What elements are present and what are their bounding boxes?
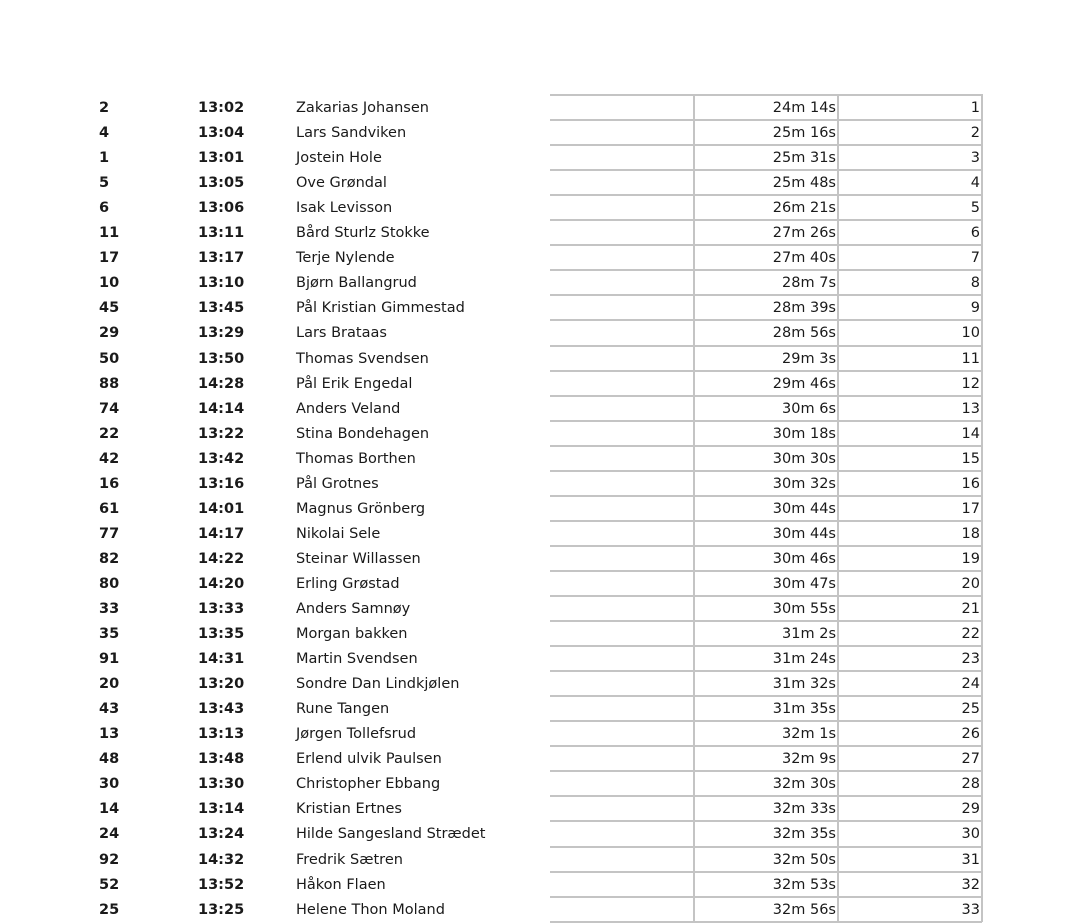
finish-time-cell: 31m 35s — [772, 701, 836, 717]
placement-cell: 8 — [970, 275, 980, 291]
bib-cell: 20 — [99, 676, 120, 692]
blank-cell — [550, 721, 694, 746]
start-time-cell: 13:16 — [198, 476, 245, 492]
table-row — [0, 471, 1080, 496]
placement-cell: 27 — [961, 751, 980, 767]
finish-time-cell: 32m 56s — [772, 902, 836, 918]
start-time-cell: 13:45 — [198, 300, 245, 316]
name-cell: Rune Tangen — [296, 701, 390, 717]
start-time-cell: 13:06 — [198, 200, 245, 216]
blank-cell — [550, 546, 694, 571]
table-row — [0, 521, 1080, 546]
table-row — [0, 897, 1080, 922]
start-time-cell: 13:05 — [198, 175, 245, 191]
placement-cell: 10 — [961, 325, 980, 341]
finish-time-cell: 32m 53s — [772, 877, 836, 893]
table-row — [0, 546, 1080, 571]
start-time-cell: 13:42 — [198, 451, 245, 467]
bib-cell: 35 — [99, 626, 120, 642]
finish-time-cell: 28m 39s — [772, 300, 836, 316]
blank-cell — [550, 195, 694, 220]
name-cell: Hilde Sangesland Strædet — [296, 826, 486, 842]
table-row — [0, 821, 1080, 846]
name-cell: Pål Erik Engedal — [296, 376, 413, 392]
name-cell: Anders Veland — [296, 401, 401, 417]
start-time-cell: 13:04 — [198, 125, 245, 141]
finish-time-cell: 30m 6s — [782, 401, 836, 417]
finish-time-cell: 32m 1s — [782, 726, 836, 742]
table-row — [0, 621, 1080, 646]
bib-cell: 91 — [99, 651, 120, 667]
bib-cell: 77 — [99, 526, 120, 542]
placement-cell: 22 — [961, 626, 980, 642]
name-cell: Thomas Svendsen — [296, 351, 429, 367]
finish-time-cell: 32m 33s — [772, 801, 836, 817]
placement-cell: 33 — [961, 902, 980, 918]
start-time-cell: 14:31 — [198, 651, 245, 667]
table-row — [0, 746, 1080, 771]
placement-cell: 29 — [961, 801, 980, 817]
start-time-cell: 14:32 — [198, 852, 245, 868]
name-cell: Bjørn Ballangrud — [296, 275, 417, 291]
blank-cell — [550, 320, 694, 345]
bib-cell: 33 — [99, 601, 120, 617]
name-cell: Erling Grøstad — [296, 576, 400, 592]
table-row — [0, 421, 1080, 446]
table-row — [0, 721, 1080, 746]
table-row — [0, 872, 1080, 897]
table-row — [0, 496, 1080, 521]
start-time-cell: 13:43 — [198, 701, 245, 717]
placement-cell: 7 — [970, 250, 980, 266]
bib-cell: 61 — [99, 501, 120, 517]
finish-time-cell: 29m 46s — [772, 376, 836, 392]
blank-cell — [550, 446, 694, 471]
bib-cell: 11 — [99, 225, 120, 241]
placement-cell: 28 — [961, 776, 980, 792]
bib-cell: 45 — [99, 300, 120, 316]
placement-cell: 25 — [961, 701, 980, 717]
start-time-cell: 14:17 — [198, 526, 245, 542]
placement-cell: 18 — [961, 526, 980, 542]
table-row — [0, 270, 1080, 295]
start-time-cell: 14:14 — [198, 401, 245, 417]
finish-time-cell: 32m 9s — [782, 751, 836, 767]
placement-cell: 1 — [970, 100, 980, 116]
bib-cell: 13 — [99, 726, 120, 742]
finish-time-cell: 28m 56s — [772, 325, 836, 341]
blank-cell — [550, 771, 694, 796]
blank-cell — [550, 696, 694, 721]
bib-cell: 43 — [99, 701, 120, 717]
start-time-cell: 13:17 — [198, 250, 245, 266]
start-time-cell: 13:14 — [198, 801, 245, 817]
table-row — [0, 320, 1080, 345]
placement-cell: 12 — [961, 376, 980, 392]
placement-cell: 20 — [961, 576, 980, 592]
bib-cell: 16 — [99, 476, 120, 492]
finish-time-cell: 30m 55s — [772, 601, 836, 617]
name-cell: Bård Sturlz Stokke — [296, 225, 430, 241]
name-cell: Nikolai Sele — [296, 526, 381, 542]
placement-cell: 21 — [961, 601, 980, 617]
placement-cell: 11 — [961, 351, 980, 367]
blank-cell — [550, 897, 694, 922]
finish-time-cell: 25m 16s — [772, 125, 836, 141]
bib-cell: 29 — [99, 325, 120, 341]
start-time-cell: 14:01 — [198, 501, 245, 517]
start-time-cell: 13:25 — [198, 902, 245, 918]
bib-cell: 80 — [99, 576, 120, 592]
table-row — [0, 120, 1080, 145]
finish-time-cell: 30m 46s — [772, 551, 836, 567]
bib-cell: 48 — [99, 751, 120, 767]
placement-cell: 14 — [961, 426, 980, 442]
blank-cell — [550, 471, 694, 496]
bib-cell: 2 — [99, 100, 110, 116]
placement-cell: 23 — [961, 651, 980, 667]
bib-cell: 6 — [99, 200, 110, 216]
blank-cell — [550, 220, 694, 245]
placement-cell: 32 — [961, 877, 980, 893]
name-cell: Christopher Ebbang — [296, 776, 441, 792]
placement-cell: 5 — [970, 200, 980, 216]
placement-cell: 16 — [961, 476, 980, 492]
table-row — [0, 596, 1080, 621]
blank-cell — [550, 796, 694, 821]
table-row — [0, 696, 1080, 721]
placement-cell: 30 — [961, 826, 980, 842]
blank-cell — [550, 646, 694, 671]
finish-time-cell: 25m 48s — [772, 175, 836, 191]
bib-cell: 50 — [99, 351, 120, 367]
bib-cell: 10 — [99, 275, 120, 291]
bib-cell: 14 — [99, 801, 120, 817]
bib-cell: 17 — [99, 250, 120, 266]
table-row — [0, 671, 1080, 696]
start-time-cell: 13:11 — [198, 225, 245, 241]
blank-cell — [550, 346, 694, 371]
blank-cell — [550, 596, 694, 621]
name-cell: Erlend ulvik Paulsen — [296, 751, 442, 767]
table-row — [0, 571, 1080, 596]
finish-time-cell: 28m 7s — [782, 275, 836, 291]
finish-time-cell: 30m 30s — [772, 451, 836, 467]
bib-cell: 82 — [99, 551, 120, 567]
table-row — [0, 170, 1080, 195]
bib-cell: 74 — [99, 401, 120, 417]
name-cell: Zakarias Johansen — [296, 100, 429, 116]
blank-cell — [550, 396, 694, 421]
bib-cell: 5 — [99, 175, 110, 191]
placement-cell: 17 — [961, 501, 980, 517]
bib-cell: 25 — [99, 902, 120, 918]
placement-cell: 9 — [970, 300, 980, 316]
name-cell: Sondre Dan Lindkjølen — [296, 676, 460, 692]
finish-time-cell: 32m 35s — [772, 826, 836, 842]
table-row — [0, 396, 1080, 421]
bib-cell: 4 — [99, 125, 110, 141]
name-cell: Lars Brataas — [296, 325, 387, 341]
placement-cell: 24 — [961, 676, 980, 692]
name-cell: Jostein Hole — [296, 150, 382, 166]
bib-cell: 22 — [99, 426, 120, 442]
start-time-cell: 13:35 — [198, 626, 245, 642]
name-cell: Kristian Ertnes — [296, 801, 402, 817]
blank-cell — [550, 496, 694, 521]
finish-time-cell: 29m 3s — [782, 351, 836, 367]
blank-cell — [550, 371, 694, 396]
name-cell: Pål Kristian Gimmestad — [296, 300, 465, 316]
finish-time-cell: 30m 18s — [772, 426, 836, 442]
placement-cell: 13 — [961, 401, 980, 417]
finish-time-cell: 24m 14s — [772, 100, 836, 116]
table-row — [0, 95, 1080, 120]
table-row — [0, 346, 1080, 371]
name-cell: Magnus Grönberg — [296, 501, 426, 517]
blank-cell — [550, 145, 694, 170]
table-row — [0, 771, 1080, 796]
name-cell: Helene Thon Moland — [296, 902, 445, 918]
start-time-cell: 14:28 — [198, 376, 245, 392]
placement-cell: 6 — [970, 225, 980, 241]
bib-cell: 24 — [99, 826, 120, 842]
blank-cell — [550, 170, 694, 195]
name-cell: Steinar Willassen — [296, 551, 421, 567]
name-cell: Stina Bondehagen — [296, 426, 430, 442]
name-cell: Thomas Borthen — [296, 451, 416, 467]
start-time-cell: 13:50 — [198, 351, 245, 367]
finish-time-cell: 30m 32s — [772, 476, 836, 492]
name-cell: Anders Samnøy — [296, 601, 411, 617]
blank-cell — [550, 245, 694, 270]
finish-time-cell: 25m 31s — [772, 150, 836, 166]
table-row — [0, 847, 1080, 872]
table-row — [0, 371, 1080, 396]
bib-cell: 92 — [99, 852, 120, 868]
start-time-cell: 13:30 — [198, 776, 245, 792]
placement-cell: 3 — [970, 150, 980, 166]
bib-cell: 1 — [99, 150, 110, 166]
start-time-cell: 13:22 — [198, 426, 245, 442]
blank-cell — [550, 821, 694, 846]
table-row — [0, 646, 1080, 671]
name-cell: Lars Sandviken — [296, 125, 407, 141]
blank-cell — [550, 295, 694, 320]
blank-cell — [550, 270, 694, 295]
start-time-cell: 13:10 — [198, 275, 245, 291]
blank-cell — [550, 621, 694, 646]
start-time-cell: 13:01 — [198, 150, 245, 166]
bib-cell: 30 — [99, 776, 120, 792]
finish-time-cell: 32m 30s — [772, 776, 836, 792]
finish-time-cell: 31m 32s — [772, 676, 836, 692]
placement-cell: 15 — [961, 451, 980, 467]
bib-cell: 52 — [99, 877, 120, 893]
blank-cell — [550, 421, 694, 446]
start-time-cell: 13:52 — [198, 877, 245, 893]
placement-cell: 31 — [961, 852, 980, 868]
bib-cell: 42 — [99, 451, 120, 467]
blank-cell — [550, 746, 694, 771]
table-row — [0, 295, 1080, 320]
finish-time-cell: 31m 2s — [782, 626, 836, 642]
name-cell: Fredrik Sætren — [296, 852, 403, 868]
start-time-cell: 13:20 — [198, 676, 245, 692]
name-cell: Pål Grotnes — [296, 476, 379, 492]
blank-cell — [550, 671, 694, 696]
bib-cell: 88 — [99, 376, 120, 392]
finish-time-cell: 30m 44s — [772, 526, 836, 542]
start-time-cell: 14:22 — [198, 551, 245, 567]
table-row — [0, 446, 1080, 471]
finish-time-cell: 30m 44s — [772, 501, 836, 517]
placement-cell: 26 — [961, 726, 980, 742]
name-cell: Morgan bakken — [296, 626, 408, 642]
start-time-cell: 14:20 — [198, 576, 245, 592]
blank-cell — [550, 571, 694, 596]
table-row — [0, 245, 1080, 270]
name-cell: Ove Grøndal — [296, 175, 387, 191]
blank-cell — [550, 872, 694, 897]
name-cell: Håkon Flaen — [296, 877, 386, 893]
table-row — [0, 145, 1080, 170]
placement-cell: 4 — [970, 175, 980, 191]
finish-time-cell: 32m 50s — [772, 852, 836, 868]
start-time-cell: 13:13 — [198, 726, 245, 742]
start-time-cell: 13:24 — [198, 826, 245, 842]
finish-time-cell: 30m 47s — [772, 576, 836, 592]
placement-cell: 19 — [961, 551, 980, 567]
name-cell: Jørgen Tollefsrud — [296, 726, 417, 742]
name-cell: Isak Levisson — [296, 200, 393, 216]
start-time-cell: 13:02 — [198, 100, 245, 116]
blank-cell — [550, 95, 694, 120]
start-time-cell: 13:33 — [198, 601, 245, 617]
name-cell: Martin Svendsen — [296, 651, 418, 667]
table-row — [0, 796, 1080, 821]
table-row — [0, 195, 1080, 220]
finish-time-cell: 26m 21s — [772, 200, 836, 216]
finish-time-cell: 31m 24s — [772, 651, 836, 667]
name-cell: Terje Nylende — [296, 250, 395, 266]
start-time-cell: 13:48 — [198, 751, 245, 767]
finish-time-cell: 27m 40s — [772, 250, 836, 266]
start-time-cell: 13:29 — [198, 325, 245, 341]
blank-cell — [550, 120, 694, 145]
blank-cell — [550, 521, 694, 546]
blank-cell — [550, 847, 694, 872]
table-row — [0, 220, 1080, 245]
finish-time-cell: 27m 26s — [772, 225, 836, 241]
placement-cell: 2 — [970, 125, 980, 141]
